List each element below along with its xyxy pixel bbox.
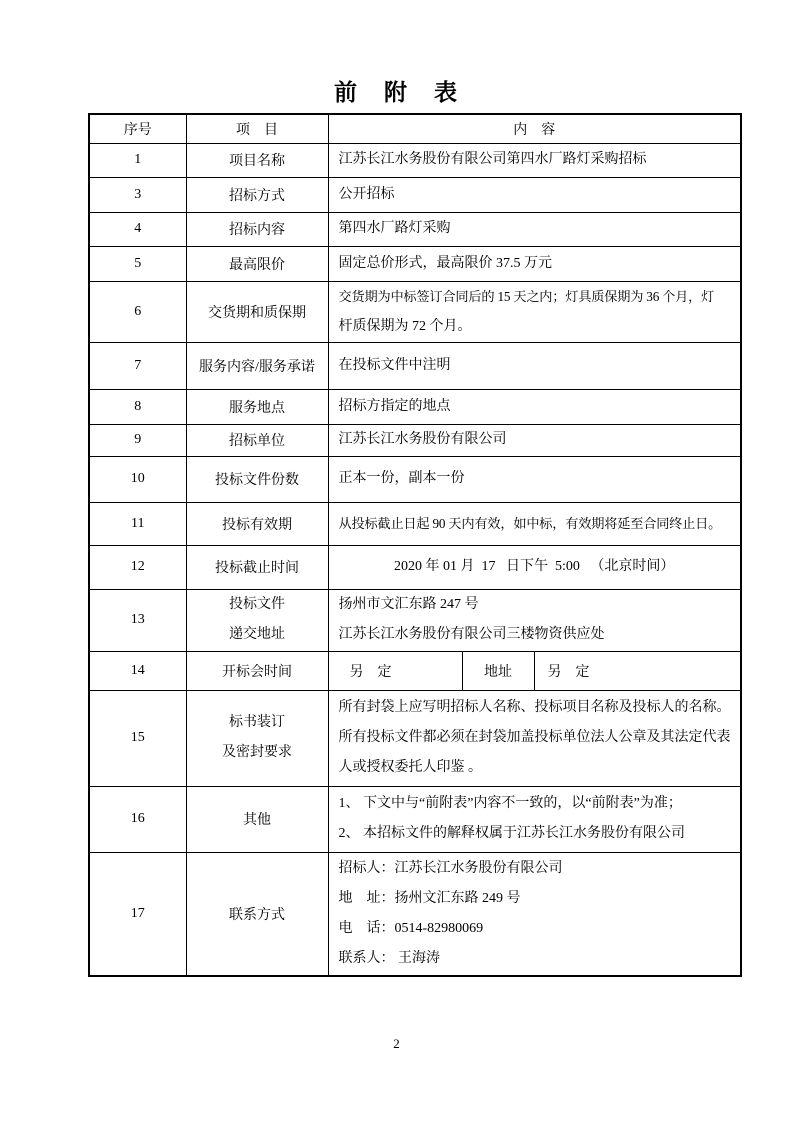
content-cell (328, 281, 741, 342)
content-line: 电 话：0514-82980069 (338, 920, 484, 936)
table-row (89, 143, 741, 177)
item-line: 递交地址 (229, 627, 285, 642)
content-line: 江苏长江水务股份有限公司 (338, 432, 507, 447)
content-line: 所有投标文件都必须在封袋加盖投标单位法人公章及其法定代表 (338, 730, 731, 745)
table-row (89, 212, 741, 246)
item-cell: 投标文件份数 (186, 456, 328, 502)
row-number-cell: 9 (89, 424, 186, 456)
item-cell: 招标方式 (186, 177, 328, 212)
content-line: 1、 下文中与“前附表”内容不一致的，以“前附表”为准； (338, 796, 682, 811)
item-cell: 投标截止时间 (186, 545, 328, 589)
content-line: 地 址：扬州文汇东路 249 号 (338, 890, 521, 906)
opening-address-label: 地址 (462, 652, 534, 690)
content-line: 招标方指定的地点 (338, 398, 451, 414)
opening-address-value: 另 定 (534, 652, 741, 690)
content-cell (328, 177, 741, 212)
item-cell (186, 589, 328, 651)
opening-time-value: 另 定 (349, 664, 392, 680)
content-cell (328, 786, 741, 852)
row-number-cell: 4 (89, 212, 186, 246)
content-cell (328, 502, 741, 545)
item-line: 及密封要求 (222, 745, 292, 760)
header-content: 内 容 (328, 114, 741, 143)
row-number-cell: 7 (89, 342, 186, 389)
content-cell (328, 852, 741, 976)
content-line: 招标人：江苏长江水务股份有限公司 (338, 860, 563, 876)
item-cell: 联系方式 (186, 852, 328, 976)
item-cell: 服务内容/服务承诺 (186, 342, 328, 389)
item-cell: 招标单位 (186, 424, 328, 456)
row-number-cell: 8 (89, 389, 186, 424)
content-cell (328, 545, 741, 589)
item-cell: 招标内容 (186, 212, 328, 246)
item-cell: 其他 (186, 786, 328, 852)
content-line: 所有封袋上应写明招标人名称、投标项目名称及投标人的名称。 (338, 700, 731, 715)
content-cell (328, 589, 741, 651)
row-number-cell: 16 (89, 786, 186, 852)
header-no: 序号 (89, 114, 186, 143)
page-title: 前 附 表 (334, 80, 459, 105)
opening-time-split-row (329, 652, 741, 690)
content-line: 正本一份，副本一份 (338, 471, 465, 486)
table-row (89, 389, 741, 424)
table-row (89, 502, 741, 545)
item-cell: 投标有效期 (186, 502, 328, 545)
row-number-cell: 14 (89, 651, 186, 690)
table-row (89, 281, 741, 342)
table-row (89, 786, 741, 852)
content-line: 联系人： 王海涛 (338, 950, 440, 966)
header-item: 项 目 (186, 114, 328, 143)
item-cell: 交货期和质保期 (186, 281, 328, 342)
row-number-cell: 6 (89, 281, 186, 342)
content-line: 江苏长江水务股份有限公司三楼物资供应处 (338, 627, 605, 642)
item-cell: 最高限价 (186, 246, 328, 281)
content-line: 从投标截止日起 90 天内有效，如中标，有效期将延至合同终止日。 (338, 515, 722, 531)
content-line: 2、 本招标文件的解释权属于江苏长江水务股份有限公司 (338, 826, 685, 841)
content-line: 第四水厂路灯采购 (338, 221, 451, 236)
content-cell (328, 246, 741, 281)
table-row (89, 456, 741, 502)
row-number-cell: 3 (89, 177, 186, 212)
content-cell (328, 143, 741, 177)
content-cell (328, 389, 741, 424)
front-attached-table (88, 113, 742, 977)
content-cell (328, 456, 741, 502)
row-number-cell: 15 (89, 690, 186, 786)
row-number-cell: 10 (89, 456, 186, 502)
row-number-cell: 5 (89, 246, 186, 281)
row-number-cell: 11 (89, 502, 186, 545)
content-line: 杆质保期为 72 个月。 (338, 318, 472, 334)
item-cell: 服务地点 (186, 389, 328, 424)
content-line: 固定总价形式，最高限价 37.5 万元 (338, 255, 552, 271)
content-cell (328, 212, 741, 246)
content-line: 在投标文件中注明 (338, 357, 451, 373)
item-line: 标书装订 (229, 715, 285, 730)
row-number-cell: 17 (89, 852, 186, 976)
item-cell: 开标会时间 (186, 651, 328, 690)
content-line: 2020 年 01 月 17 日下午 5:00 （北京时间） (394, 559, 675, 574)
item-cell (186, 690, 328, 786)
content-line: 人或授权委托人印鉴 。 (338, 760, 482, 775)
content-cell (328, 424, 741, 456)
content-cell (328, 690, 741, 786)
table-row (89, 545, 741, 589)
table-row (89, 424, 741, 456)
content-cell (328, 651, 741, 690)
row-number-cell: 12 (89, 545, 186, 589)
table-row (89, 246, 741, 281)
row-number-cell: 1 (89, 143, 186, 177)
content-line: 交货期为中标签订合同后的 15 天之内；灯具质保期为 36 个月，灯 (338, 288, 715, 304)
item-line: 投标文件 (229, 597, 285, 612)
table-row (89, 852, 741, 976)
table-row (89, 342, 741, 389)
row-number-cell: 13 (89, 589, 186, 651)
table-row (89, 589, 741, 651)
page-number: 2 (393, 1036, 400, 1051)
content-line: 江苏长江水务股份有限公司第四水厂路灯采购招标 (338, 152, 647, 167)
content-cell (328, 342, 741, 389)
table-row (89, 690, 741, 786)
item-cell: 项目名称 (186, 143, 328, 177)
table-row (89, 651, 741, 690)
content-line: 扬州市文汇东路 247 号 (338, 597, 479, 612)
table-row (89, 177, 741, 212)
table-header-row (89, 114, 741, 143)
content-line: 公开招标 (338, 186, 395, 202)
